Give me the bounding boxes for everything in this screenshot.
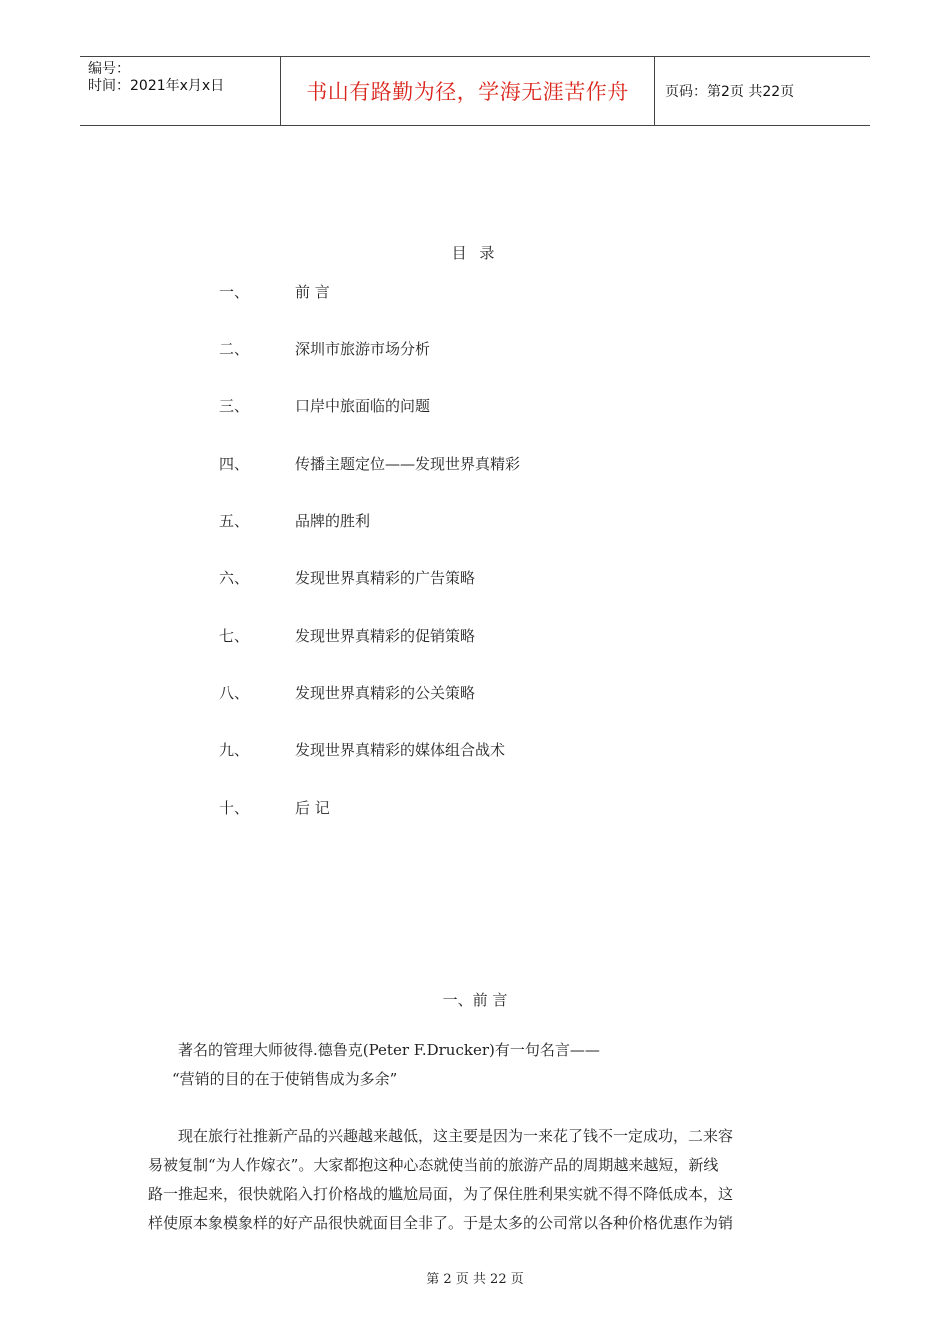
body-line: 易被复制“为人作嫁衣”。大家都抱这种心态就使当前的旅游产品的周期越来越短，新线 [148, 1156, 719, 1174]
toc-item-number: 二、 [219, 340, 250, 358]
toc-item-label: 发现世界真精彩的媒体组合战术 [295, 741, 506, 759]
body-line: 现在旅行社推新产品的兴趣越来越低，这主要是因为一来花了钱不一定成功，二来容 [178, 1127, 734, 1145]
header-page-info: 页码：第2页 共22页 [665, 84, 795, 100]
toc-item-label: 后 记 [295, 799, 330, 817]
toc-item-label: 传播主题定位——发现世界真精彩 [295, 455, 521, 473]
toc-item-number: 七、 [219, 627, 250, 645]
toc-item-number: 一、 [219, 283, 250, 301]
toc-item-label: 口岸中旅面临的问题 [295, 397, 431, 415]
header-meta [80, 57, 281, 125]
date-label: 时间：2021年x月x日 [88, 78, 225, 94]
header-motto: 书山有路勤为径，学海无涯苦作舟 [281, 57, 655, 125]
toc-item-label: 前 言 [295, 283, 330, 301]
toc-item-label: 发现世界真精彩的公关策略 [295, 684, 476, 702]
body-line: 路一推起来，很快就陷入打价格战的尴尬局面，为了保住胜利果实就不得不降低成本，这 [148, 1185, 734, 1203]
toc-item-number: 四、 [219, 455, 250, 473]
toc-item-number: 六、 [219, 569, 250, 587]
page-footer: 第 2 页 共 22 页 [426, 1272, 524, 1287]
toc-title: 目 录 [451, 244, 499, 262]
quote-intro: 著名的管理大师彼得.德鲁克(Peter F.Drucker)有一句名言—— [178, 1041, 600, 1059]
document-header [80, 56, 870, 126]
toc-item-label: 发现世界真精彩的促销策略 [295, 627, 476, 645]
toc-item-label: 品牌的胜利 [295, 512, 371, 530]
serial-number-label: 编号： [88, 61, 130, 77]
quote-text: “营销的目的在于使销售成为多余” [172, 1070, 398, 1088]
toc-item-number: 三、 [219, 397, 250, 415]
body-line: 样使原本象模象样的好产品很快就面目全非了。于是太多的公司常以各种价格优惠作为销 [148, 1214, 734, 1232]
toc-item-number: 九、 [219, 741, 250, 759]
toc-item-number: 五、 [219, 512, 250, 530]
toc-item-label: 发现世界真精彩的广告策略 [295, 569, 476, 587]
section-title: 一、前 言 [442, 991, 508, 1009]
toc-item-number: 十、 [219, 799, 250, 817]
toc-item-number: 八、 [219, 684, 250, 702]
toc-item-label: 深圳市旅游市场分析 [295, 340, 431, 358]
